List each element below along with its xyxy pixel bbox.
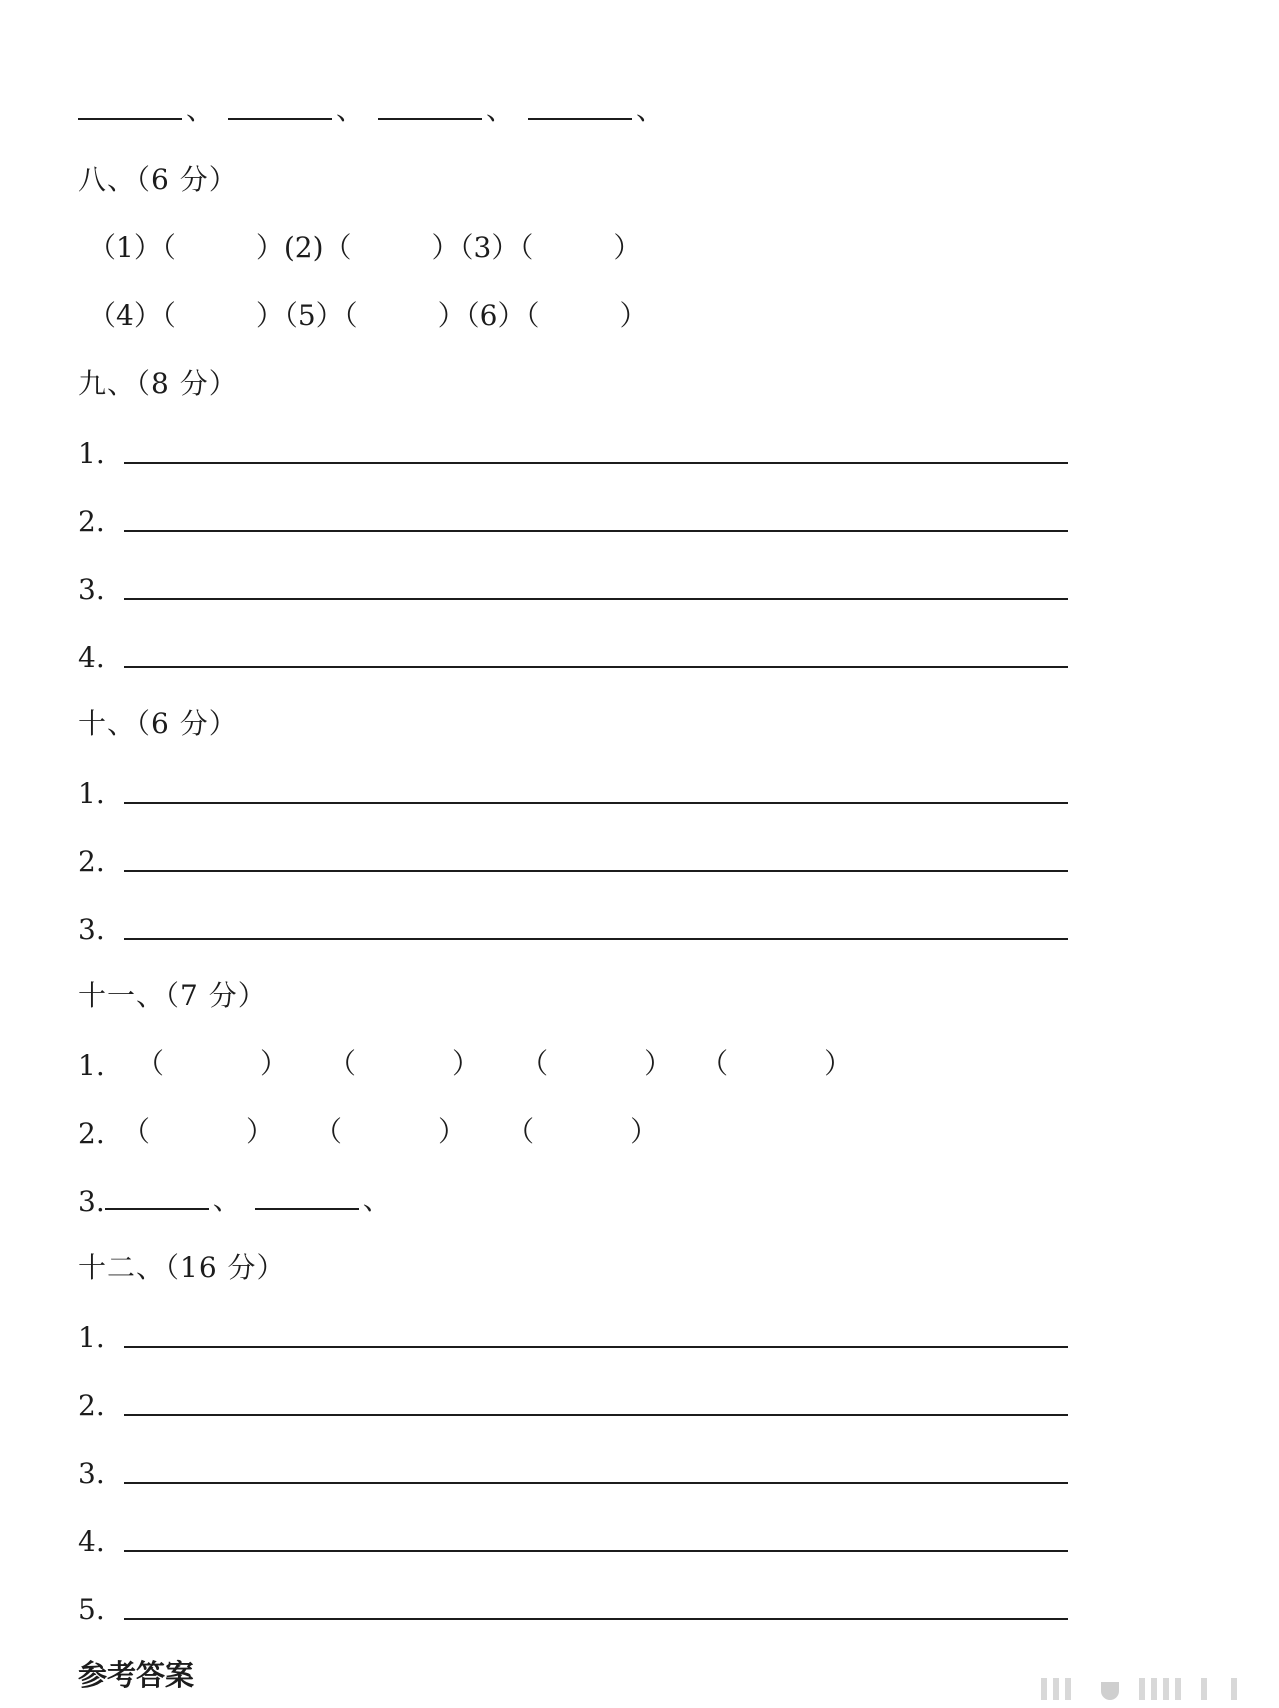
write-line[interactable] <box>124 1413 1068 1416</box>
answer-line <box>78 906 1068 946</box>
item-number: 2. <box>78 505 105 538</box>
fill-blank[interactable] <box>528 117 632 120</box>
close-paren: ） <box>630 1115 659 1148</box>
item-number: 3. <box>78 913 105 946</box>
paren-item: ）（6）（ <box>437 299 540 332</box>
item-number: 3. <box>78 1457 105 1490</box>
paren-item: ）（5）（ <box>255 299 358 332</box>
item-number: 5. <box>78 1593 105 1626</box>
write-line[interactable] <box>124 1481 1068 1484</box>
answer-line <box>78 1382 1068 1422</box>
write-line[interactable] <box>124 937 1068 940</box>
fill-blank[interactable] <box>228 117 332 120</box>
close-paren: ） <box>246 1115 275 1148</box>
answer-line <box>78 838 1068 878</box>
close-paren: ） <box>438 1115 467 1148</box>
answer-line <box>78 566 1068 606</box>
answer-line <box>78 430 1068 470</box>
item-number: 2. <box>78 1389 105 1422</box>
open-paren: （ <box>328 1047 357 1080</box>
close-paren: ） <box>260 1047 289 1080</box>
top-blanks-row <box>78 88 668 128</box>
item-number: 1. <box>78 1321 105 1354</box>
paren-item: ）（3）（ <box>431 231 534 264</box>
answer-line <box>78 770 1068 810</box>
item-number: 2. <box>78 1117 105 1150</box>
section-11-title: 十一、（7 分） <box>78 979 267 1012</box>
write-line[interactable] <box>124 529 1068 532</box>
write-line[interactable] <box>124 869 1068 872</box>
item-number: 3. <box>78 573 105 606</box>
separator: 、 <box>486 93 515 126</box>
write-line[interactable] <box>124 1617 1068 1620</box>
separator: 、 <box>186 93 215 126</box>
section-10-title: 十、（6 分） <box>78 707 238 740</box>
section-8-title: 八、（6 分） <box>78 163 238 196</box>
fill-blank[interactable] <box>78 117 182 120</box>
answer-key-title: 参考答案 <box>78 1658 195 1692</box>
write-line[interactable] <box>124 1549 1068 1552</box>
answer-line <box>78 1314 1068 1354</box>
write-line[interactable] <box>124 597 1068 600</box>
fill-blank[interactable] <box>255 1207 359 1210</box>
watermark-icon <box>1031 1660 1261 1700</box>
separator: 、 <box>336 93 365 126</box>
paren-item: ） <box>613 231 642 264</box>
section-11-row-2 <box>78 1110 658 1150</box>
item-number: 1. <box>78 437 105 470</box>
section-9-title: 九、（8 分） <box>78 367 238 400</box>
open-paren: （ <box>520 1047 549 1080</box>
item-number: 4. <box>78 641 105 674</box>
paren-item: （4）（ <box>88 299 176 332</box>
open-paren: （ <box>136 1047 165 1080</box>
item-number: 1. <box>78 1049 105 1082</box>
paren-item: ）(2)（ <box>255 231 352 264</box>
item-number: 3. <box>78 1185 105 1218</box>
close-paren: ） <box>644 1047 673 1080</box>
item-number: 1. <box>78 777 105 810</box>
open-paren: （ <box>506 1115 535 1148</box>
section-8-row-2 <box>88 294 648 334</box>
paren-item: ） <box>619 299 648 332</box>
write-line[interactable] <box>124 801 1068 804</box>
fill-blank[interactable] <box>105 1207 209 1210</box>
separator: 、 <box>212 1183 241 1216</box>
answer-line <box>78 498 1068 538</box>
write-line[interactable] <box>124 1345 1068 1348</box>
section-8-row-1 <box>88 226 641 266</box>
write-line[interactable] <box>124 461 1068 464</box>
item-number: 2. <box>78 845 105 878</box>
answer-line <box>78 1586 1068 1626</box>
section-12-title: 十二、（16 分） <box>78 1251 286 1284</box>
answer-line <box>78 634 1068 674</box>
answer-line <box>78 1518 1068 1558</box>
answer-line <box>78 1450 1068 1490</box>
open-paren: （ <box>314 1115 343 1148</box>
item-number: 4. <box>78 1525 105 1558</box>
close-paren: ） <box>452 1047 481 1080</box>
separator: 、 <box>362 1183 391 1216</box>
fill-blank[interactable] <box>378 117 482 120</box>
open-paren: （ <box>700 1047 729 1080</box>
section-11-row-3 <box>78 1178 395 1218</box>
separator: 、 <box>636 93 665 126</box>
paren-item: （1）（ <box>88 231 176 264</box>
close-paren: ） <box>824 1047 853 1080</box>
open-paren: （ <box>122 1115 151 1148</box>
section-11-row-1 <box>78 1042 852 1082</box>
write-line[interactable] <box>124 665 1068 668</box>
